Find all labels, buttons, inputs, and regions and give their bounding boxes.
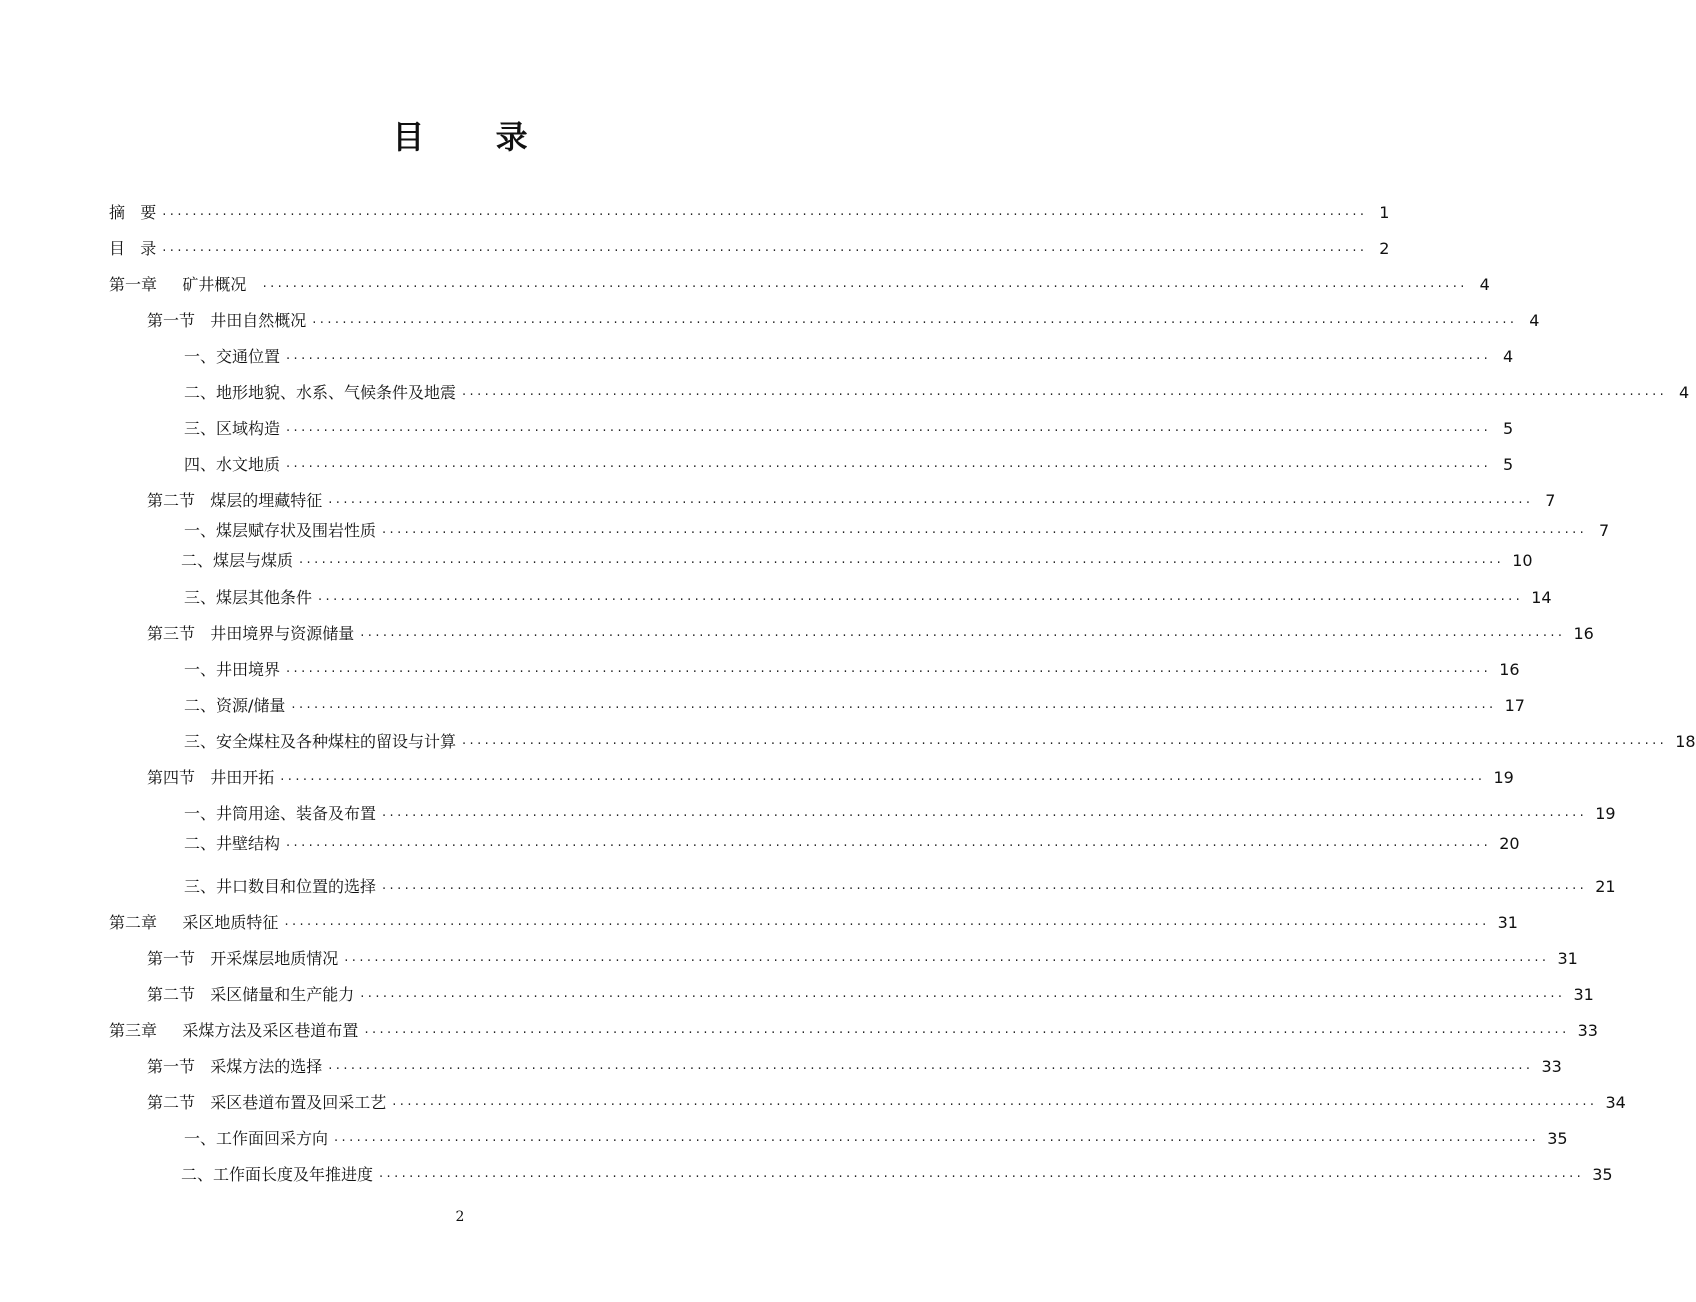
page-title: 目 录 <box>392 118 558 156</box>
toc-entry-label: 第三章 采煤方法及采区巷道布置 <box>109 1021 359 1040</box>
dot-leader: ................................................................................................................................................................ <box>462 733 1668 748</box>
toc-entry[interactable] <box>181 1163 1613 1187</box>
dot-leader: ................................................................................................................................................................ <box>318 589 1524 604</box>
toc-entry-page: 10 <box>1512 551 1533 570</box>
toc-entry-page: 4 <box>1479 275 1490 294</box>
toc-entry-page: 19 <box>1595 804 1616 823</box>
toc-entry[interactable] <box>109 201 1390 225</box>
toc-entry[interactable] <box>184 658 1520 682</box>
toc-entry-page: 31 <box>1497 913 1518 932</box>
toc-entry[interactable] <box>181 549 1533 573</box>
toc-entry-label: 第四节 井田开拓 <box>147 768 275 787</box>
dot-leader: ................................................................................................................................................................ <box>284 914 1490 929</box>
toc-entry[interactable] <box>184 519 1610 543</box>
toc-entry-label: 一、井筒用途、装备及布置 <box>184 804 377 823</box>
toc-entry-label: 二、煤层与煤质 <box>181 551 294 570</box>
toc-entry-label: 目 录 <box>109 239 157 258</box>
toc-entry[interactable] <box>109 911 1518 935</box>
toc-entry-label: 第三节 井田境界与资源储量 <box>147 624 355 643</box>
toc-entry-page: 5 <box>1503 419 1514 438</box>
dot-leader: ................................................................................................................................................................ <box>162 240 1368 255</box>
toc-entry[interactable] <box>184 586 1552 610</box>
toc-entry-label: 一、交通位置 <box>184 347 281 366</box>
toc-entry-label: 二、资源/储量 <box>184 696 286 715</box>
dot-leader: ................................................................................................................................................................ <box>392 1094 1598 1109</box>
toc-entry-page: 7 <box>1545 491 1556 510</box>
dot-leader: ................................................................................................................................................................ <box>280 769 1486 784</box>
toc-entry-page: 1 <box>1379 203 1390 222</box>
toc-entry-label: 第一节 井田自然概况 <box>147 311 307 330</box>
toc-entry-label: 第一节 开采煤层地质情况 <box>147 949 339 968</box>
toc-entry-page: 20 <box>1499 834 1520 853</box>
toc-entry-label: 第二节 煤层的埋藏特征 <box>147 491 323 510</box>
toc-entry-label: 三、煤层其他条件 <box>184 588 313 607</box>
toc-entry[interactable] <box>184 832 1520 856</box>
dot-leader: ................................................................................................................................................................ <box>299 552 1505 567</box>
dot-leader: ................................................................................................................................................................ <box>312 312 1518 327</box>
toc-entry[interactable] <box>184 1127 1568 1151</box>
dot-leader: ................................................................................................................................................................ <box>360 986 1566 1001</box>
toc-entry[interactable] <box>147 1091 1626 1115</box>
toc-entry-page: 33 <box>1577 1021 1598 1040</box>
toc-entry-page: 7 <box>1599 521 1610 540</box>
dot-leader: ................................................................................................................................................................ <box>286 420 1492 435</box>
toc-entry-label: 第一节 采煤方法的选择 <box>147 1057 323 1076</box>
dot-leader: ................................................................................................................................................................ <box>382 522 1588 537</box>
toc-entry[interactable] <box>184 694 1525 718</box>
toc-entry[interactable] <box>147 1055 1562 1079</box>
toc-entry[interactable] <box>184 453 1514 477</box>
dot-leader: ................................................................................................................................................................ <box>262 276 1468 291</box>
dot-leader: ................................................................................................................................................................ <box>344 950 1550 965</box>
toc-entry-label: 二、工作面长度及年推进度 <box>181 1165 374 1184</box>
toc-entry-label: 三、区域构造 <box>184 419 281 438</box>
dot-leader: ................................................................................................................................................................ <box>286 456 1492 471</box>
dot-leader: ................................................................................................................................................................ <box>286 348 1492 363</box>
toc-entry[interactable] <box>109 1019 1598 1043</box>
dot-leader: ................................................................................................................................................................ <box>379 1166 1585 1181</box>
dot-leader: ................................................................................................................................................................ <box>286 835 1492 850</box>
toc-entry[interactable] <box>184 875 1616 899</box>
toc-entry-page: 14 <box>1531 588 1552 607</box>
dot-leader: ................................................................................................................................................................ <box>162 204 1368 219</box>
toc-entry-label: 一、工作面回采方向 <box>184 1129 329 1148</box>
toc-entry-page: 16 <box>1499 660 1520 679</box>
dot-leader: ................................................................................................................................................................ <box>291 697 1497 712</box>
toc-entry-page: 5 <box>1503 455 1514 474</box>
toc-entry-page: 35 <box>1547 1129 1568 1148</box>
toc-entry-page: 33 <box>1541 1057 1562 1076</box>
dot-leader: ................................................................................................................................................................ <box>328 1058 1534 1073</box>
toc-entry[interactable] <box>147 489 1556 513</box>
toc-entry-page: 31 <box>1573 985 1594 1004</box>
toc-entry-label: 一、煤层赋存状及围岩性质 <box>184 521 377 540</box>
toc-entry-page: 17 <box>1504 696 1525 715</box>
toc-entry[interactable] <box>147 947 1578 971</box>
toc-entry-page: 34 <box>1605 1093 1626 1112</box>
toc-entry-page: 21 <box>1595 877 1616 896</box>
dot-leader: ................................................................................................................................................................ <box>334 1130 1540 1145</box>
toc-entry-label: 二、井壁结构 <box>184 834 281 853</box>
toc-entry-page: 18 <box>1675 732 1696 751</box>
toc-entry-label: 四、水文地质 <box>184 455 281 474</box>
dot-leader: ................................................................................................................................................................ <box>286 661 1492 676</box>
toc-entry[interactable] <box>184 730 1696 754</box>
toc-entry-label: 第二节 采区巷道布置及回采工艺 <box>147 1093 387 1112</box>
toc-entry-label: 第二章 采区地质特征 <box>109 913 279 932</box>
toc-entry[interactable] <box>184 417 1514 441</box>
toc-entry[interactable] <box>184 345 1514 369</box>
dot-leader: ................................................................................................................................................................ <box>328 492 1534 507</box>
toc-entry[interactable] <box>184 381 1690 405</box>
toc-entry-page: 16 <box>1573 624 1594 643</box>
toc-entry-page: 4 <box>1529 311 1540 330</box>
dot-leader: ................................................................................................................................................................ <box>462 384 1668 399</box>
toc-entry-page: 4 <box>1679 383 1690 402</box>
page-number: 2 <box>455 1209 465 1225</box>
toc-entry-page: 4 <box>1503 347 1514 366</box>
toc-entry[interactable] <box>109 237 1390 261</box>
toc-entry-label: 三、井口数目和位置的选择 <box>184 877 377 896</box>
dot-leader: ................................................................................................................................................................ <box>360 625 1566 640</box>
toc-entry-label: 摘 要 <box>109 203 157 222</box>
toc-entry-label: 第二节 采区储量和生产能力 <box>147 985 355 1004</box>
toc-entry-label: 一、井田境界 <box>184 660 281 679</box>
toc-entry[interactable] <box>147 622 1594 646</box>
dot-leader: ................................................................................................................................................................ <box>382 805 1588 820</box>
toc-entry[interactable] <box>109 273 1490 297</box>
toc-entry-page: 2 <box>1379 239 1390 258</box>
toc-entry-page: 31 <box>1557 949 1578 968</box>
toc-entry-page: 19 <box>1493 768 1514 787</box>
toc-entry[interactable] <box>184 802 1616 826</box>
toc-entry[interactable] <box>147 983 1594 1007</box>
toc-entry-label: 二、地形地貌、水系、气候条件及地震 <box>184 383 457 402</box>
dot-leader: ................................................................................................................................................................ <box>364 1022 1570 1037</box>
dot-leader: ................................................................................................................................................................ <box>382 878 1588 893</box>
toc-entry[interactable] <box>147 766 1514 790</box>
toc-entry-page: 35 <box>1592 1165 1613 1184</box>
toc-entry[interactable] <box>147 309 1540 333</box>
toc-entry-label: 第一章 矿井概况 <box>109 275 257 294</box>
toc-entry-label: 三、安全煤柱及各种煤柱的留设与计算 <box>184 732 457 751</box>
